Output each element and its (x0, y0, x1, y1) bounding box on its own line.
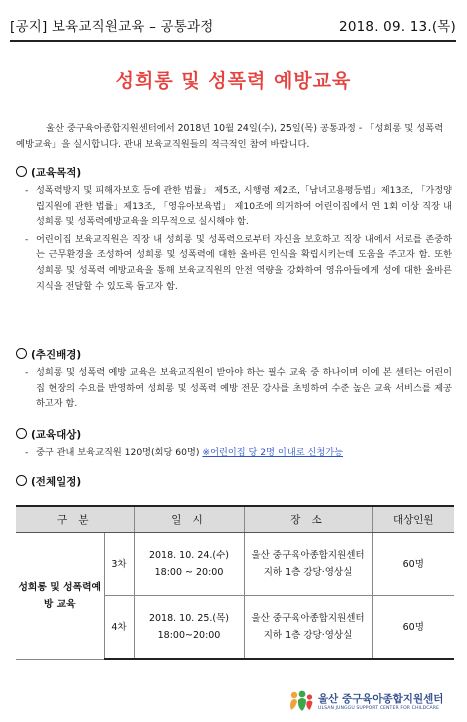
header-category: 구 분 (16, 506, 134, 533)
header-attendees: 대상인원 (372, 506, 454, 533)
round-cell: 3차 (104, 533, 134, 596)
header-divider (10, 40, 456, 42)
section-background (16, 347, 452, 412)
notice-date: 2018. 09. 13.(목) (339, 19, 456, 35)
section-heading-target: (교육대상) (16, 427, 452, 443)
notice-header (10, 12, 456, 38)
round-cell: 4차 (104, 596, 134, 660)
org-name-english: ULSAN JUNGGU SUPPORT CENTER FOR CHILDCARE (318, 706, 440, 711)
datetime-cell: 2018. 10. 24.(수) 18:00 ~ 20:00 (134, 533, 244, 596)
datetime-cell: 2018. 10. 25.(목) 18:00~20:00 (134, 596, 244, 660)
section-target (16, 427, 452, 461)
org-name-korean: 울산 중구육아종합지원센터 (318, 693, 444, 705)
attendees-cell: 60명 (372, 533, 454, 596)
section-heading-purpose: (교육목적) (16, 165, 452, 181)
schedule-table (16, 505, 454, 660)
section-schedule (16, 474, 452, 490)
apply-limit-note: ※어린이집 당 2명 이내로 신청가능 (202, 447, 343, 458)
header-datetime: 일 시 (134, 506, 244, 533)
circle-bullet-icon (16, 475, 27, 486)
header-place: 장 소 (244, 506, 372, 533)
section-heading-schedule: (전체일정) (16, 474, 452, 490)
intro-paragraph: 울산 중구육아종합지원센터에서 2018년 10월 24일(수), 25일(목) 공통과정 - 「성희롱 및 성폭력 예방교육」을 실시합니다. 관내 보육교직원들의 적극적인 참여 바랍니다. (16, 123, 444, 150)
attendees-cell: 60명 (372, 596, 454, 660)
target-item: - 중구 관내 보육교직원 120명(회당 60명) ※어린이집 당 2명 이내로 신청가능 (25, 447, 343, 458)
org-logo (288, 687, 460, 715)
purpose-item: - 어린이집 보육교직원은 직장 내 성희롱 및 성폭력으로부터 자신을 보호하고 직장 내에서 서로를 존중하는 근무환경을 조성하여 성희롱 및 성폭력에 대한 올바른 인식을 확립시키는데 도움을 주고자 함. 또한 성희롱 및 성폭력 예방교육을 통해 보육교직원의 안전 역량을 강화하여 영유아들에게 성에 대한 올바른 지식을 전달할 수 있도록 돕고자 함. (25, 233, 452, 292)
notice-category: [공지] 보육교직원교육 – 공통과정 (10, 19, 214, 35)
circle-bullet-icon (16, 348, 27, 359)
place-cell: 울산 중구육아종합지원센터 지하 1층 강당·영상실 (244, 533, 372, 596)
table-row (16, 533, 454, 596)
circle-bullet-icon (16, 166, 27, 177)
section-heading-background: (추진배경) (16, 347, 452, 363)
section-purpose (16, 165, 452, 294)
place-cell: 울산 중구육아종합지원센터 지하 1층 강당·영상실 (244, 596, 372, 660)
page-title: 성희롱 및 성폭력 예방교육 (115, 70, 352, 92)
childcare-center-logo-icon (288, 689, 314, 713)
table-header-row (16, 506, 454, 533)
course-name: 성희롱 및 성폭력예방 교육 (16, 533, 104, 660)
purpose-item: - 성폭력방지 및 피해자보호 등에 관한 법률」 제5조, 시행령 제2조,「남녀고용평등법」제13조, 「가정양립지원에 관한 법률」제13조, 「영유아보육법」 제10조에 의거하여 어린이집에서 연 1회 이상 직장 내 성희롱 및 성폭력예방교육을 의무적으로 실시해야 함. (25, 185, 452, 228)
circle-bullet-icon (16, 428, 27, 439)
background-item: - 성희롱 및 성폭력 예방 교육은 보육교직원이 받아야 하는 필수 교육 중 하나이며 이에 본 센터는 어린이집 현장의 수요를 반영하여 성희롱 및 성폭력 예방 전문 강사를 초빙하여 수준 높은 교육 서비스를 제공하고자 함. (25, 367, 452, 410)
